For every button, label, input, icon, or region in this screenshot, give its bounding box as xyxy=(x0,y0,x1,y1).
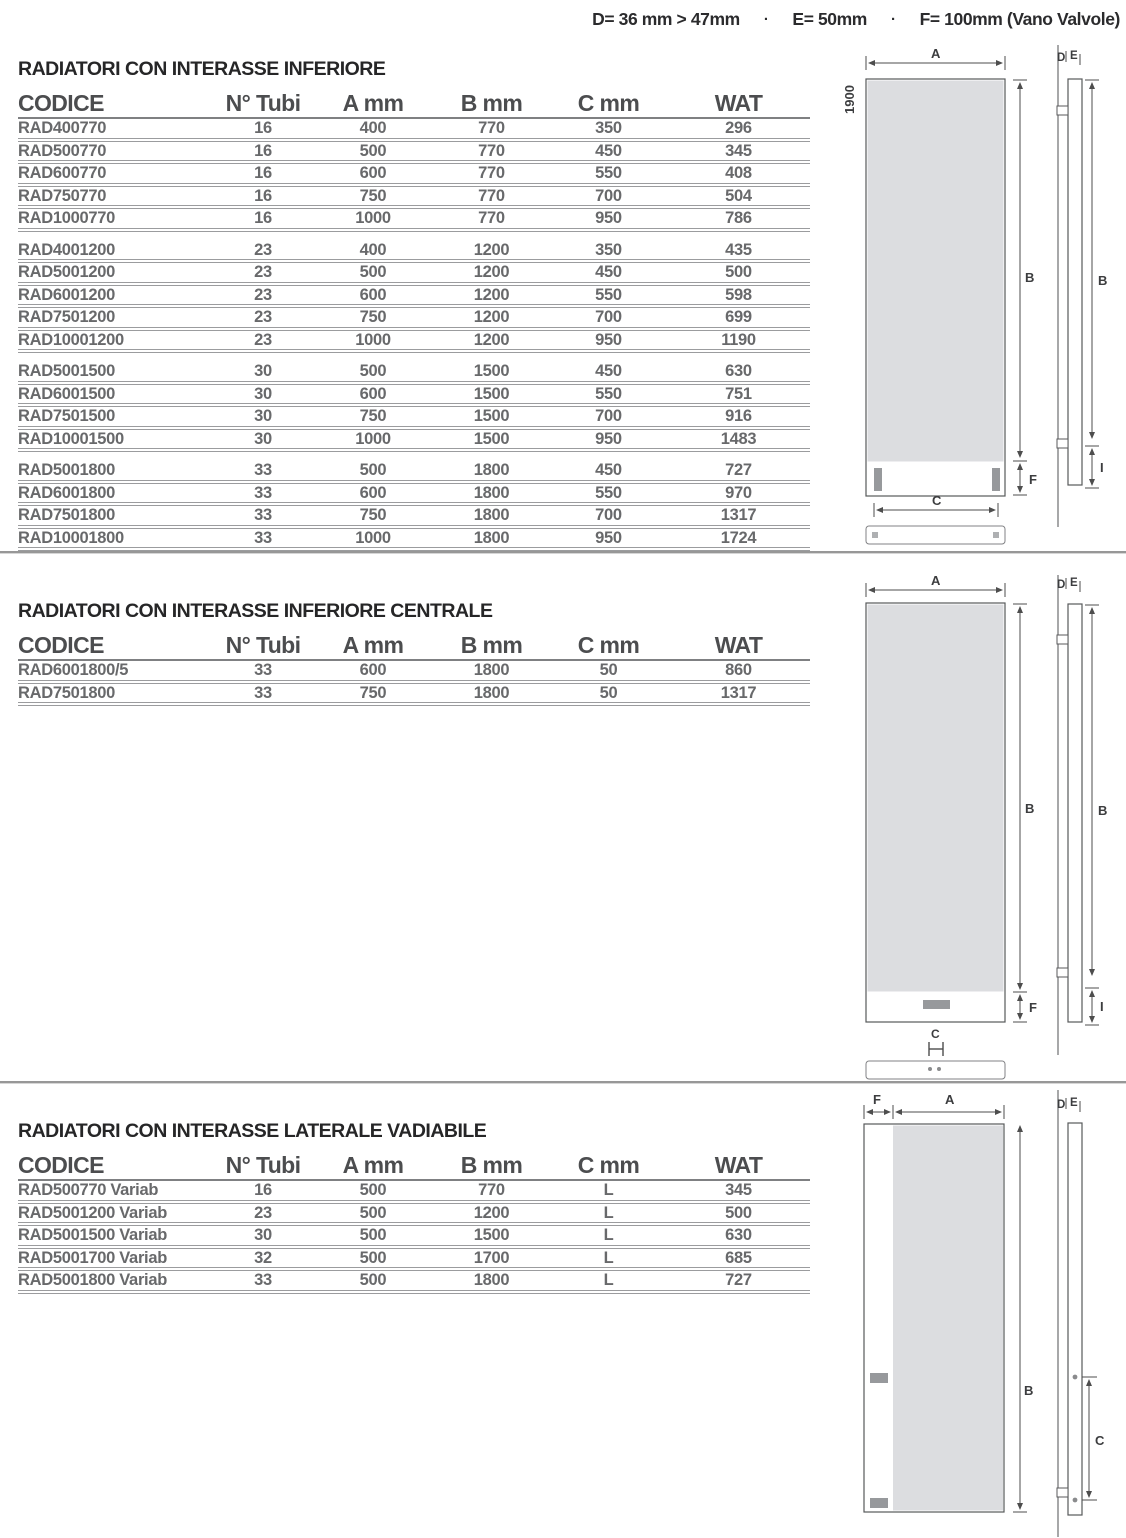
code-cell: RAD7501500 xyxy=(18,407,115,425)
legend-f-spec: F= 100mm (Vano Valvole) xyxy=(919,9,1120,29)
section-interasse-laterale-variabile xyxy=(18,1120,810,1294)
label-d: D xyxy=(1057,579,1066,591)
column-header: C mm xyxy=(577,1151,640,1178)
code-cell: RAD600770 xyxy=(18,164,107,182)
value-cell: 23 xyxy=(254,330,272,349)
value-cell: 750 xyxy=(359,308,387,326)
label-a: A xyxy=(945,1092,955,1107)
value-cell: 345 xyxy=(725,141,752,160)
code-cell: RAD6001800/5 xyxy=(18,661,129,679)
value-cell: 727 xyxy=(725,461,752,479)
radiator-front-view xyxy=(866,603,1005,1022)
value-cell: 500 xyxy=(359,461,387,479)
legend-separator-dot: · xyxy=(763,11,769,28)
value-cell: 33 xyxy=(254,661,272,679)
radiator-front-view xyxy=(864,1124,1004,1512)
radiator-side-view xyxy=(1057,45,1082,527)
code-cell: RAD5001700 Variab xyxy=(18,1248,167,1267)
value-cell: 700 xyxy=(595,186,622,205)
value-cell: 1317 xyxy=(720,683,757,702)
value-cell: 500 xyxy=(359,263,387,281)
value-cell: 23 xyxy=(254,240,272,259)
label-b: B xyxy=(1024,1383,1034,1398)
value-cell: 1317 xyxy=(720,506,757,524)
value-cell: 1200 xyxy=(473,240,510,259)
value-cell: 786 xyxy=(725,209,752,227)
code-cell: RAD7501800 xyxy=(18,683,115,702)
value-cell: 33 xyxy=(254,461,272,479)
value-cell: 16 xyxy=(254,119,272,137)
value-cell: 770 xyxy=(478,186,505,205)
value-cell: 30 xyxy=(254,384,272,403)
label-b: B xyxy=(1025,801,1035,816)
section-interasse-inferiore xyxy=(18,58,810,551)
value-cell: 16 xyxy=(254,164,272,182)
section-divider xyxy=(0,551,1126,554)
code-cell: RAD7501200 xyxy=(18,308,115,326)
value-cell: 1800 xyxy=(473,483,510,502)
value-cell: 700 xyxy=(595,407,622,425)
column-header: B mm xyxy=(460,89,523,116)
value-cell: 750 xyxy=(359,506,387,524)
table-row xyxy=(18,684,810,707)
value-cell: 916 xyxy=(725,407,752,425)
value-cell: 450 xyxy=(595,263,622,281)
code-cell: RAD5001500 xyxy=(18,362,115,380)
value-cell: 750 xyxy=(359,186,387,205)
value-cell: 33 xyxy=(254,483,272,502)
connection-stub-right xyxy=(992,468,1000,491)
value-cell: 504 xyxy=(725,186,752,205)
column-header: N° Tubi xyxy=(225,89,301,116)
column-header: C mm xyxy=(577,89,640,116)
column-header: B mm xyxy=(460,1151,523,1178)
table-header-row xyxy=(18,631,810,661)
value-cell: 1800 xyxy=(473,461,510,479)
value-cell: 33 xyxy=(254,1271,272,1289)
wall-connector-top xyxy=(1057,106,1068,115)
value-cell: 23 xyxy=(254,285,272,304)
value-cell: 16 xyxy=(254,186,272,205)
value-cell: 500 xyxy=(359,1181,387,1199)
code-cell: RAD750770 xyxy=(18,186,107,205)
value-cell: 550 xyxy=(595,285,622,304)
dimension-i xyxy=(1085,988,1099,1025)
label-a: A xyxy=(931,46,941,61)
value-cell: 30 xyxy=(254,429,272,448)
value-cell: 950 xyxy=(595,528,622,547)
column-header: A mm xyxy=(342,631,404,658)
value-cell: 33 xyxy=(254,528,272,547)
row-group xyxy=(18,661,810,706)
column-header: CODICE xyxy=(18,631,104,658)
value-cell: 550 xyxy=(595,164,622,182)
spec-table-inferiore-centrale xyxy=(18,631,810,706)
value-cell: 770 xyxy=(478,119,505,137)
value-cell: 700 xyxy=(595,308,622,326)
value-cell: 970 xyxy=(725,483,752,502)
connection-stub-left xyxy=(874,468,882,491)
label-f: F xyxy=(1029,1000,1037,1015)
value-cell: 32 xyxy=(254,1248,272,1267)
table-row xyxy=(18,362,810,385)
value-cell: 950 xyxy=(595,209,622,227)
label-b: B xyxy=(1025,270,1035,285)
value-cell: 751 xyxy=(725,384,752,403)
legend-d-spec: D= 36 mm > 47mm xyxy=(592,9,740,29)
dimension-legend xyxy=(592,9,1120,30)
value-cell: 685 xyxy=(725,1248,752,1267)
value-cell: 16 xyxy=(254,1181,272,1199)
value-cell: 500 xyxy=(359,1271,387,1289)
value-cell: 23 xyxy=(254,263,272,281)
table-row xyxy=(18,263,810,286)
value-cell: 860 xyxy=(725,661,752,679)
value-cell: 1500 xyxy=(473,384,510,403)
value-cell: 296 xyxy=(725,119,752,137)
value-cell: 350 xyxy=(595,119,622,137)
table-row xyxy=(18,484,810,507)
table-row xyxy=(18,407,810,430)
code-cell: RAD6001800 xyxy=(18,483,115,502)
column-header: C mm xyxy=(577,631,640,658)
value-cell: L xyxy=(603,1271,614,1289)
value-cell: 50 xyxy=(599,683,618,702)
value-cell: 30 xyxy=(254,362,272,380)
table-row xyxy=(18,119,810,142)
central-connection-stub xyxy=(923,1000,950,1009)
table-row xyxy=(18,506,810,529)
value-cell: 1500 xyxy=(473,429,510,448)
label-e: E xyxy=(1070,577,1078,589)
wall-connector-top xyxy=(1057,635,1068,644)
table-row xyxy=(18,308,810,331)
table-row xyxy=(18,142,810,165)
value-cell: 1000 xyxy=(355,429,391,448)
label-e: E xyxy=(1070,50,1078,62)
code-cell: RAD500770 Variab xyxy=(18,1181,159,1199)
code-cell: RAD5001800 Variab xyxy=(18,1271,167,1289)
value-cell: 598 xyxy=(725,285,752,304)
value-cell: 1200 xyxy=(473,263,510,281)
row-group xyxy=(18,461,810,551)
value-cell: 770 xyxy=(478,1181,505,1199)
label-e: E xyxy=(1070,1097,1078,1109)
dimension-b-front xyxy=(1013,80,1027,457)
value-cell: 630 xyxy=(725,362,752,380)
table-row xyxy=(18,286,810,309)
code-cell: RAD10001500 xyxy=(18,429,124,448)
value-cell: 1000 xyxy=(355,528,391,547)
value-cell: 500 xyxy=(725,263,752,281)
lateral-connection-stub-upper xyxy=(870,1373,888,1383)
value-cell: 50 xyxy=(599,661,618,679)
column-header: CODICE xyxy=(18,1151,104,1178)
value-cell: 350 xyxy=(595,240,622,259)
label-i: I xyxy=(1100,999,1104,1014)
value-cell: 727 xyxy=(725,1271,752,1289)
table-row xyxy=(18,430,810,453)
value-cell: 1800 xyxy=(473,1271,510,1289)
value-cell: 750 xyxy=(359,683,387,702)
spec-table-laterale-variabile xyxy=(18,1151,810,1294)
value-cell: L xyxy=(603,1181,614,1199)
table-row xyxy=(18,1204,810,1227)
table-row xyxy=(18,529,810,552)
section-title: RADIATORI CON INTERASSE INFERIORE xyxy=(18,58,386,80)
code-cell: RAD10001200 xyxy=(18,330,124,349)
legend-e-spec: E= 50mm xyxy=(792,9,867,29)
value-cell: 1483 xyxy=(720,429,757,448)
row-group xyxy=(18,362,810,452)
row-group xyxy=(18,119,810,232)
label-f: F xyxy=(1029,472,1037,487)
column-header: A mm xyxy=(342,89,404,116)
radiator-front-view xyxy=(866,79,1005,496)
label-c: C xyxy=(1095,1433,1105,1448)
value-cell: 1500 xyxy=(473,1226,510,1244)
value-cell: 450 xyxy=(595,141,622,160)
row-group xyxy=(18,241,810,354)
label-d: D xyxy=(1057,52,1066,64)
table-row xyxy=(18,187,810,210)
value-cell: 500 xyxy=(359,1248,387,1267)
table-row xyxy=(18,385,810,408)
table-row xyxy=(18,1271,810,1294)
column-header: CODICE xyxy=(18,89,104,116)
value-cell: 1200 xyxy=(473,330,510,349)
label-d: D xyxy=(1057,1099,1066,1111)
value-cell: 1000 xyxy=(355,330,391,349)
table-row xyxy=(18,241,810,264)
value-cell: 1190 xyxy=(721,330,756,349)
value-cell: 950 xyxy=(595,429,622,448)
value-cell: 345 xyxy=(725,1181,752,1199)
label-a: A xyxy=(931,575,941,588)
table-row xyxy=(18,209,810,232)
value-cell: 1500 xyxy=(473,407,510,425)
value-cell: 450 xyxy=(595,362,622,380)
radiator-diagram-bottom-connection xyxy=(830,40,1126,551)
value-cell: 770 xyxy=(478,164,505,182)
column-header: N° Tubi xyxy=(225,1151,301,1178)
wall-connector-bottom xyxy=(1057,1488,1068,1497)
value-cell: 1200 xyxy=(473,1203,510,1222)
value-cell: 450 xyxy=(595,461,622,479)
value-cell: L xyxy=(603,1203,614,1222)
value-cell: 770 xyxy=(478,209,505,227)
value-cell: 1500 xyxy=(473,362,510,380)
value-cell: 23 xyxy=(254,1203,272,1222)
radiator-diagram-lateral-variable xyxy=(830,1090,1126,1538)
code-cell: RAD6001200 xyxy=(18,285,115,304)
wall-connector-bottom xyxy=(1057,439,1068,448)
value-cell: 400 xyxy=(359,240,387,259)
label-i: I xyxy=(1100,460,1104,475)
value-cell: 23 xyxy=(254,308,272,326)
table-header-row xyxy=(18,89,810,119)
value-cell: 500 xyxy=(359,1203,387,1222)
section-title: RADIATORI CON INTERASSE INFERIORE CENTRALE xyxy=(18,600,493,622)
value-cell: 600 xyxy=(359,483,387,502)
value-cell: 408 xyxy=(725,164,752,182)
label-b-side: B xyxy=(1098,803,1108,818)
code-cell: RAD5001800 xyxy=(18,461,115,479)
dimension-a xyxy=(896,1105,1004,1119)
value-cell: 16 xyxy=(254,209,272,227)
code-cell: RAD10001800 xyxy=(18,528,124,547)
dimension-f xyxy=(1013,461,1027,495)
value-cell: 1800 xyxy=(473,528,510,547)
value-cell: 1724 xyxy=(720,528,757,547)
column-header: WAT xyxy=(714,89,763,116)
value-cell: 1200 xyxy=(473,285,510,304)
value-cell: 500 xyxy=(359,1226,387,1244)
label-f: F xyxy=(873,1092,881,1107)
value-cell: 950 xyxy=(595,330,622,349)
table-row xyxy=(18,461,810,484)
value-cell: 30 xyxy=(254,1226,272,1244)
table-row xyxy=(18,1181,810,1204)
value-cell: 550 xyxy=(595,384,622,403)
value-cell: 400 xyxy=(359,119,387,137)
dimension-i xyxy=(1085,446,1099,488)
column-header: N° Tubi xyxy=(225,631,301,658)
value-cell: 699 xyxy=(725,308,752,326)
code-cell: RAD5001200 xyxy=(18,263,115,281)
table-row xyxy=(18,1226,810,1249)
value-cell: 550 xyxy=(595,483,622,502)
value-cell: 600 xyxy=(359,164,387,182)
dimension-b-side xyxy=(1085,605,1099,975)
value-cell: 500 xyxy=(359,362,387,380)
value-cell: 1800 xyxy=(473,683,510,702)
code-cell: RAD6001500 xyxy=(18,384,115,403)
value-cell: 1800 xyxy=(473,661,510,679)
value-cell: 700 xyxy=(595,506,622,524)
value-cell: 1200 xyxy=(473,308,510,326)
dimension-f xyxy=(864,1105,893,1119)
value-cell: 30 xyxy=(254,407,272,425)
value-cell: L xyxy=(603,1226,614,1244)
value-cell: 1000 xyxy=(355,209,391,227)
value-cell: 600 xyxy=(359,661,387,679)
height-1900-label: 1900 xyxy=(842,85,857,114)
row-group xyxy=(18,1181,810,1294)
value-cell: 16 xyxy=(254,141,272,160)
spec-table-inferiore xyxy=(18,89,810,551)
wall-connector-bottom xyxy=(1057,968,1068,977)
bottom-bracket-view xyxy=(866,1061,1005,1079)
code-cell: RAD4001200 xyxy=(18,240,115,259)
table-row xyxy=(18,331,810,354)
code-cell: RAD5001500 Variab xyxy=(18,1226,167,1244)
column-header: WAT xyxy=(714,631,763,658)
code-cell: RAD1000770 xyxy=(18,209,115,227)
table-row xyxy=(18,164,810,187)
bottom-bracket-view xyxy=(866,526,1005,544)
value-cell: 750 xyxy=(359,407,387,425)
column-header: A mm xyxy=(342,1151,404,1178)
radiator-side-view xyxy=(1057,575,1082,1055)
section-title: RADIATORI CON INTERASSE LATERALE VADIABILE xyxy=(18,1120,487,1142)
table-row xyxy=(18,661,810,684)
dimension-b-front xyxy=(1013,1126,1027,1512)
value-cell: 435 xyxy=(725,240,752,259)
value-cell: 33 xyxy=(254,506,272,524)
section-divider xyxy=(0,1081,1126,1084)
radiator-side-view xyxy=(1057,1090,1082,1537)
lateral-connection-stub-lower xyxy=(870,1498,888,1508)
value-cell: L xyxy=(603,1248,614,1267)
table-row xyxy=(18,1249,810,1272)
section-interasse-inferiore-centrale xyxy=(18,600,810,706)
code-cell: RAD500770 xyxy=(18,141,107,160)
column-header: WAT xyxy=(714,1151,763,1178)
value-cell: 1700 xyxy=(473,1248,510,1267)
dimension-c-small xyxy=(929,1042,943,1056)
value-cell: 630 xyxy=(725,1226,752,1244)
code-cell: RAD400770 xyxy=(18,119,107,137)
code-cell: RAD7501800 xyxy=(18,506,115,524)
label-c: C xyxy=(932,493,942,508)
label-c: C xyxy=(931,1027,940,1041)
value-cell: 33 xyxy=(254,683,272,702)
value-cell: 600 xyxy=(359,285,387,304)
dimension-b-front xyxy=(1013,604,1027,989)
dimension-f xyxy=(1013,992,1027,1022)
dimension-b-side xyxy=(1085,80,1099,438)
side-connection-point-upper xyxy=(1073,1375,1078,1380)
table-header-row xyxy=(18,1151,810,1181)
value-cell: 500 xyxy=(359,141,387,160)
code-cell: RAD5001200 Variab xyxy=(18,1203,167,1222)
value-cell: 500 xyxy=(725,1203,752,1222)
radiator-diagram-central-connection xyxy=(830,575,1126,1080)
value-cell: 770 xyxy=(478,141,505,160)
column-header: B mm xyxy=(460,631,523,658)
label-b-side: B xyxy=(1098,273,1108,288)
value-cell: 1800 xyxy=(473,506,510,524)
value-cell: 600 xyxy=(359,384,387,403)
legend-separator-dot: · xyxy=(890,11,896,28)
side-connection-point-lower xyxy=(1073,1498,1078,1503)
